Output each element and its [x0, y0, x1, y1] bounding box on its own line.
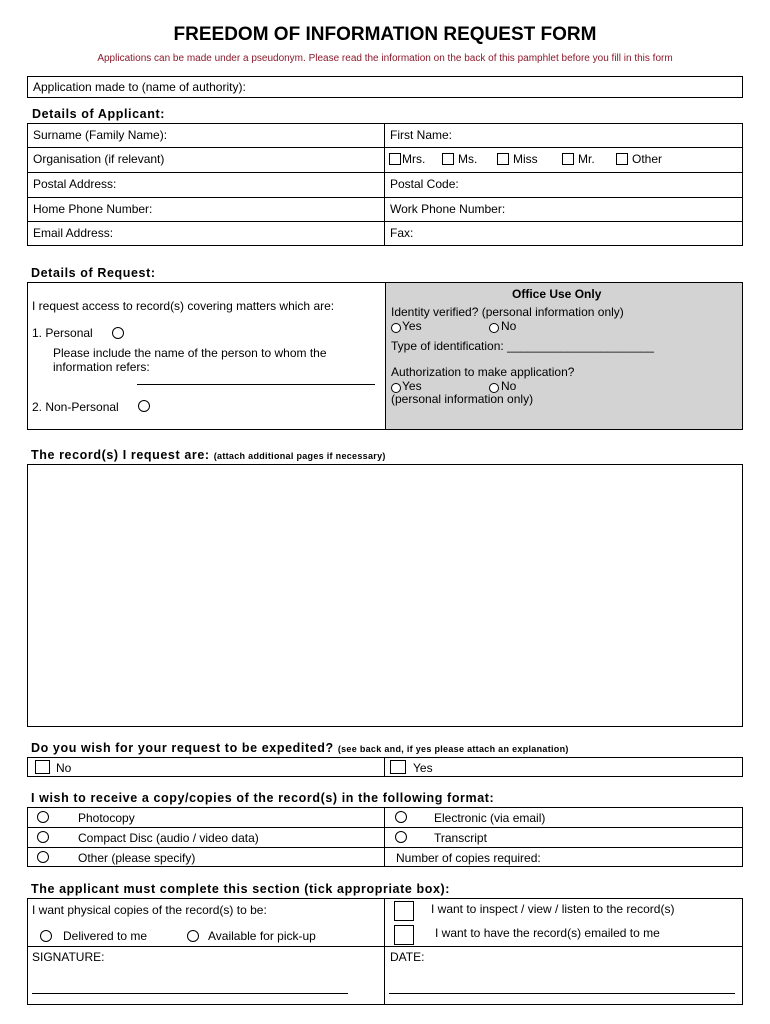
identity-yes-radio[interactable] [391, 323, 401, 333]
email-label[interactable]: Email Address: [33, 226, 114, 240]
photocopy-label: Photocopy [78, 811, 135, 825]
expedite-no-label: No [56, 761, 72, 775]
date-label: DATE: [390, 950, 425, 964]
signature-line[interactable] [32, 993, 348, 994]
signature-label: SIGNATURE: [32, 950, 105, 964]
organisation-label[interactable]: Organisation (if relevant) [33, 152, 165, 166]
title-miss-label: Miss [513, 152, 538, 166]
electronic-radio[interactable] [395, 811, 407, 823]
expedite-yes-label: Yes [413, 761, 433, 775]
other-format-radio[interactable] [37, 851, 49, 863]
title-other-checkbox[interactable] [616, 153, 628, 165]
emailed-label: I want to have the record(s) emailed to me [435, 926, 660, 940]
identity-no-radio[interactable] [489, 323, 499, 333]
records-textarea[interactable] [27, 464, 743, 727]
personal-note-2: information refers: [53, 360, 150, 374]
title-ms-label: Ms. [458, 152, 478, 166]
office-use-heading: Office Use Only [512, 287, 602, 301]
non-personal-radio[interactable] [138, 400, 150, 412]
row-divider [27, 827, 743, 828]
inspect-checkbox[interactable] [394, 901, 414, 921]
applicant-section-divider [384, 898, 385, 1005]
row-divider [27, 147, 743, 148]
title-ms-checkbox[interactable] [442, 153, 454, 165]
records-heading-text: The record(s) I request are: [31, 448, 214, 462]
compact-disc-radio[interactable] [37, 831, 49, 843]
identity-yes-label: Yes [402, 319, 422, 333]
authority-label: Application made to (name of authority): [33, 80, 246, 94]
row-divider [27, 172, 743, 173]
photocopy-radio[interactable] [37, 811, 49, 823]
personal-radio[interactable] [112, 327, 124, 339]
delivered-label: Delivered to me [63, 929, 148, 943]
title-other-label: Other [632, 152, 663, 166]
other-format-label: Other (please specify) [78, 851, 196, 865]
surname-label[interactable]: Surname (Family Name): [33, 128, 168, 142]
applicant-divider [384, 123, 385, 246]
person-name-line[interactable] [137, 384, 375, 385]
expedite-heading-text: Do you wish for your request to be expedited? [31, 741, 338, 755]
personal-label: 1. Personal [32, 326, 93, 340]
fax-label[interactable]: Fax: [390, 226, 414, 240]
pickup-label: Available for pick-up [208, 929, 316, 943]
request-heading: Details of Request: [31, 266, 156, 280]
postal-code-label[interactable]: Postal Code: [390, 177, 459, 191]
id-type-label[interactable]: Type of identification: ______________________ [391, 339, 654, 353]
non-personal-label: 2. Non-Personal [32, 400, 119, 414]
records-heading [31, 448, 386, 462]
title-mr-label: Mr. [578, 152, 595, 166]
electronic-label: Electronic (via email) [434, 811, 546, 825]
authorization-yes-label: Yes [402, 379, 422, 393]
transcript-radio[interactable] [395, 831, 407, 843]
identity-verified-label: Identity verified? (personal information only) [391, 305, 624, 319]
title-mr-checkbox[interactable] [562, 153, 574, 165]
format-divider [384, 807, 385, 867]
applicant-heading: Details of Applicant: [32, 107, 165, 121]
title-miss-checkbox[interactable] [497, 153, 509, 165]
title-mrs-checkbox[interactable] [389, 153, 401, 165]
authorization-label: Authorization to make application? [391, 365, 575, 379]
form-title: FREEDOM OF INFORMATION REQUEST FORM [173, 24, 597, 45]
expedite-heading [31, 741, 569, 755]
personal-only-note: (personal information only) [391, 392, 534, 406]
expedite-no-checkbox[interactable] [35, 760, 50, 774]
identity-no-label: No [501, 319, 517, 333]
pickup-radio[interactable] [187, 930, 199, 942]
first-name-label[interactable]: First Name: [390, 128, 453, 142]
row-divider [27, 946, 743, 947]
row-divider [27, 847, 743, 848]
home-phone-label[interactable]: Home Phone Number: [33, 202, 153, 216]
work-phone-label[interactable]: Work Phone Number: [390, 202, 506, 216]
physical-copies-label: I want physical copies of the record(s) to be: [32, 903, 267, 917]
access-text: I request access to record(s) covering matters which are: [32, 299, 335, 313]
date-line[interactable] [389, 993, 735, 994]
expedite-divider [384, 757, 385, 777]
expedite-table [27, 757, 743, 777]
form-subtitle: Applications can be made under a pseudonym. Please read the information on the back of this pamphlet before you fill in this form [97, 53, 673, 64]
postal-address-label[interactable]: Postal Address: [33, 177, 117, 191]
format-heading: I wish to receive a copy/copies of the record(s) in the following format: [31, 791, 495, 805]
transcript-label: Transcript [434, 831, 487, 845]
records-note: (attach additional pages if necessary) [213, 451, 386, 461]
expedite-note: (see back and, if yes please attach an explanation) [337, 744, 569, 754]
compact-disc-label: Compact Disc (audio / video data) [78, 831, 259, 845]
emailed-checkbox[interactable] [394, 925, 414, 945]
row-divider [27, 221, 743, 222]
delivered-radio[interactable] [40, 930, 52, 942]
personal-note-1: Please include the name of the person to whom the [53, 346, 327, 360]
authorization-no-label: No [501, 379, 517, 393]
copies-required-label[interactable]: Number of copies required: [396, 851, 541, 865]
applicant-section-heading: The applicant must complete this section (tick appropriate box): [31, 882, 451, 896]
expedite-yes-checkbox[interactable] [390, 760, 406, 774]
row-divider [27, 197, 743, 198]
title-mrs-label: Mrs. [402, 152, 426, 166]
inspect-label: I want to inspect / view / listen to the record(s) [431, 902, 675, 916]
